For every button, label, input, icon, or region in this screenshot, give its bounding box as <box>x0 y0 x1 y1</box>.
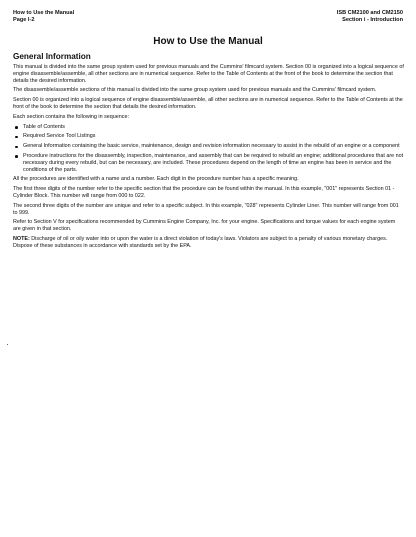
paragraph-section-00: Section 00 is organized into a logical sequence of engine disassemble/assemble, all other sections are in numerical sequence. Refer to the Table of Contents at the front of the book to determine the section that details the desired information. <box>13 97 403 110</box>
paragraph-first-three-digits: The first three digits of the number refer to the specific section that the procedure can be found within the manual. In this example, "001" represents Section 01 - Cylinder Block. This number will range from 000 to 022. <box>13 186 395 199</box>
paragraph-disassemble-sections: The disassemble/assemble sections of this manual is divided into the same group system used for previous manuals and the Cummins' filmcard system. <box>13 87 377 94</box>
paragraph-sequence-intro: Each section contains the following in sequence: <box>13 113 129 120</box>
page-title: How to Use the Manual <box>153 36 263 47</box>
paragraph-procedure-numbers: All the procedures are identified with a name and a number. Each digit in the procedure number has a specific meaning. <box>13 176 299 183</box>
paragraph-section-v-specs: Refer to Section V for specifications recommended by Cummins Engine Company, Inc. for your engine. Specifications and torque values for each engine system are given in that section. <box>13 219 396 233</box>
list-item: Procedure instructions for the disassembly, inspection, maintenance, and assembly that can be required to rebuild an engine; additional procedures that are not necessary during every rebuild, but can be necessary, are included. These procedures depend on the length of time an engine has been in service and the conditions of the parts. <box>13 153 404 173</box>
paragraph-group-system: This manual is divided into the same group system used for previous manuals and the Cummins' filmcard system. Section 00 is organized into a logical sequence of engine disassemble/assemble, all other sections are in numerical sequence. Refer to the Table of Contents at the front of the book to determine the section that details the desired information. <box>13 64 404 84</box>
note-paragraph <box>13 236 404 250</box>
note-text: Discharge of oil or oily water into or upon the water is a direct violation of today's laws. Violators are subject to a penalty of various monetary charges. Dispose of these substances in accordance with standards set by the EPA. <box>13 235 388 249</box>
header-manual-title: How to Use the Manual <box>13 10 75 16</box>
section-heading: General Information <box>13 52 91 61</box>
note-label: NOTE: <box>13 235 30 242</box>
list-item: Table of Contents <box>13 124 404 131</box>
body-text <box>13 64 404 253</box>
paragraph-second-three-digits: The second three digits of the number are unique and refer to a specific subject. In this example, "028" represents Cylinder Liner. This number will range from 001 to 999. <box>13 202 399 216</box>
scan-speck <box>7 344 8 345</box>
section-contents-list <box>13 124 404 174</box>
running-header-left <box>13 10 74 23</box>
header-section-name: Section i - Introduction <box>342 16 403 23</box>
header-engine-model: ISB CM2100 and CM2150 <box>336 10 403 16</box>
list-item: General Information containing the basic service, maintenance, design and revision information necessary to assist in the rebuild of an engine or a component <box>13 143 404 150</box>
header-page-number: Page I-2 <box>13 16 35 23</box>
running-header-right <box>337 10 403 23</box>
list-item: Required Service Tool Listings <box>13 133 404 140</box>
